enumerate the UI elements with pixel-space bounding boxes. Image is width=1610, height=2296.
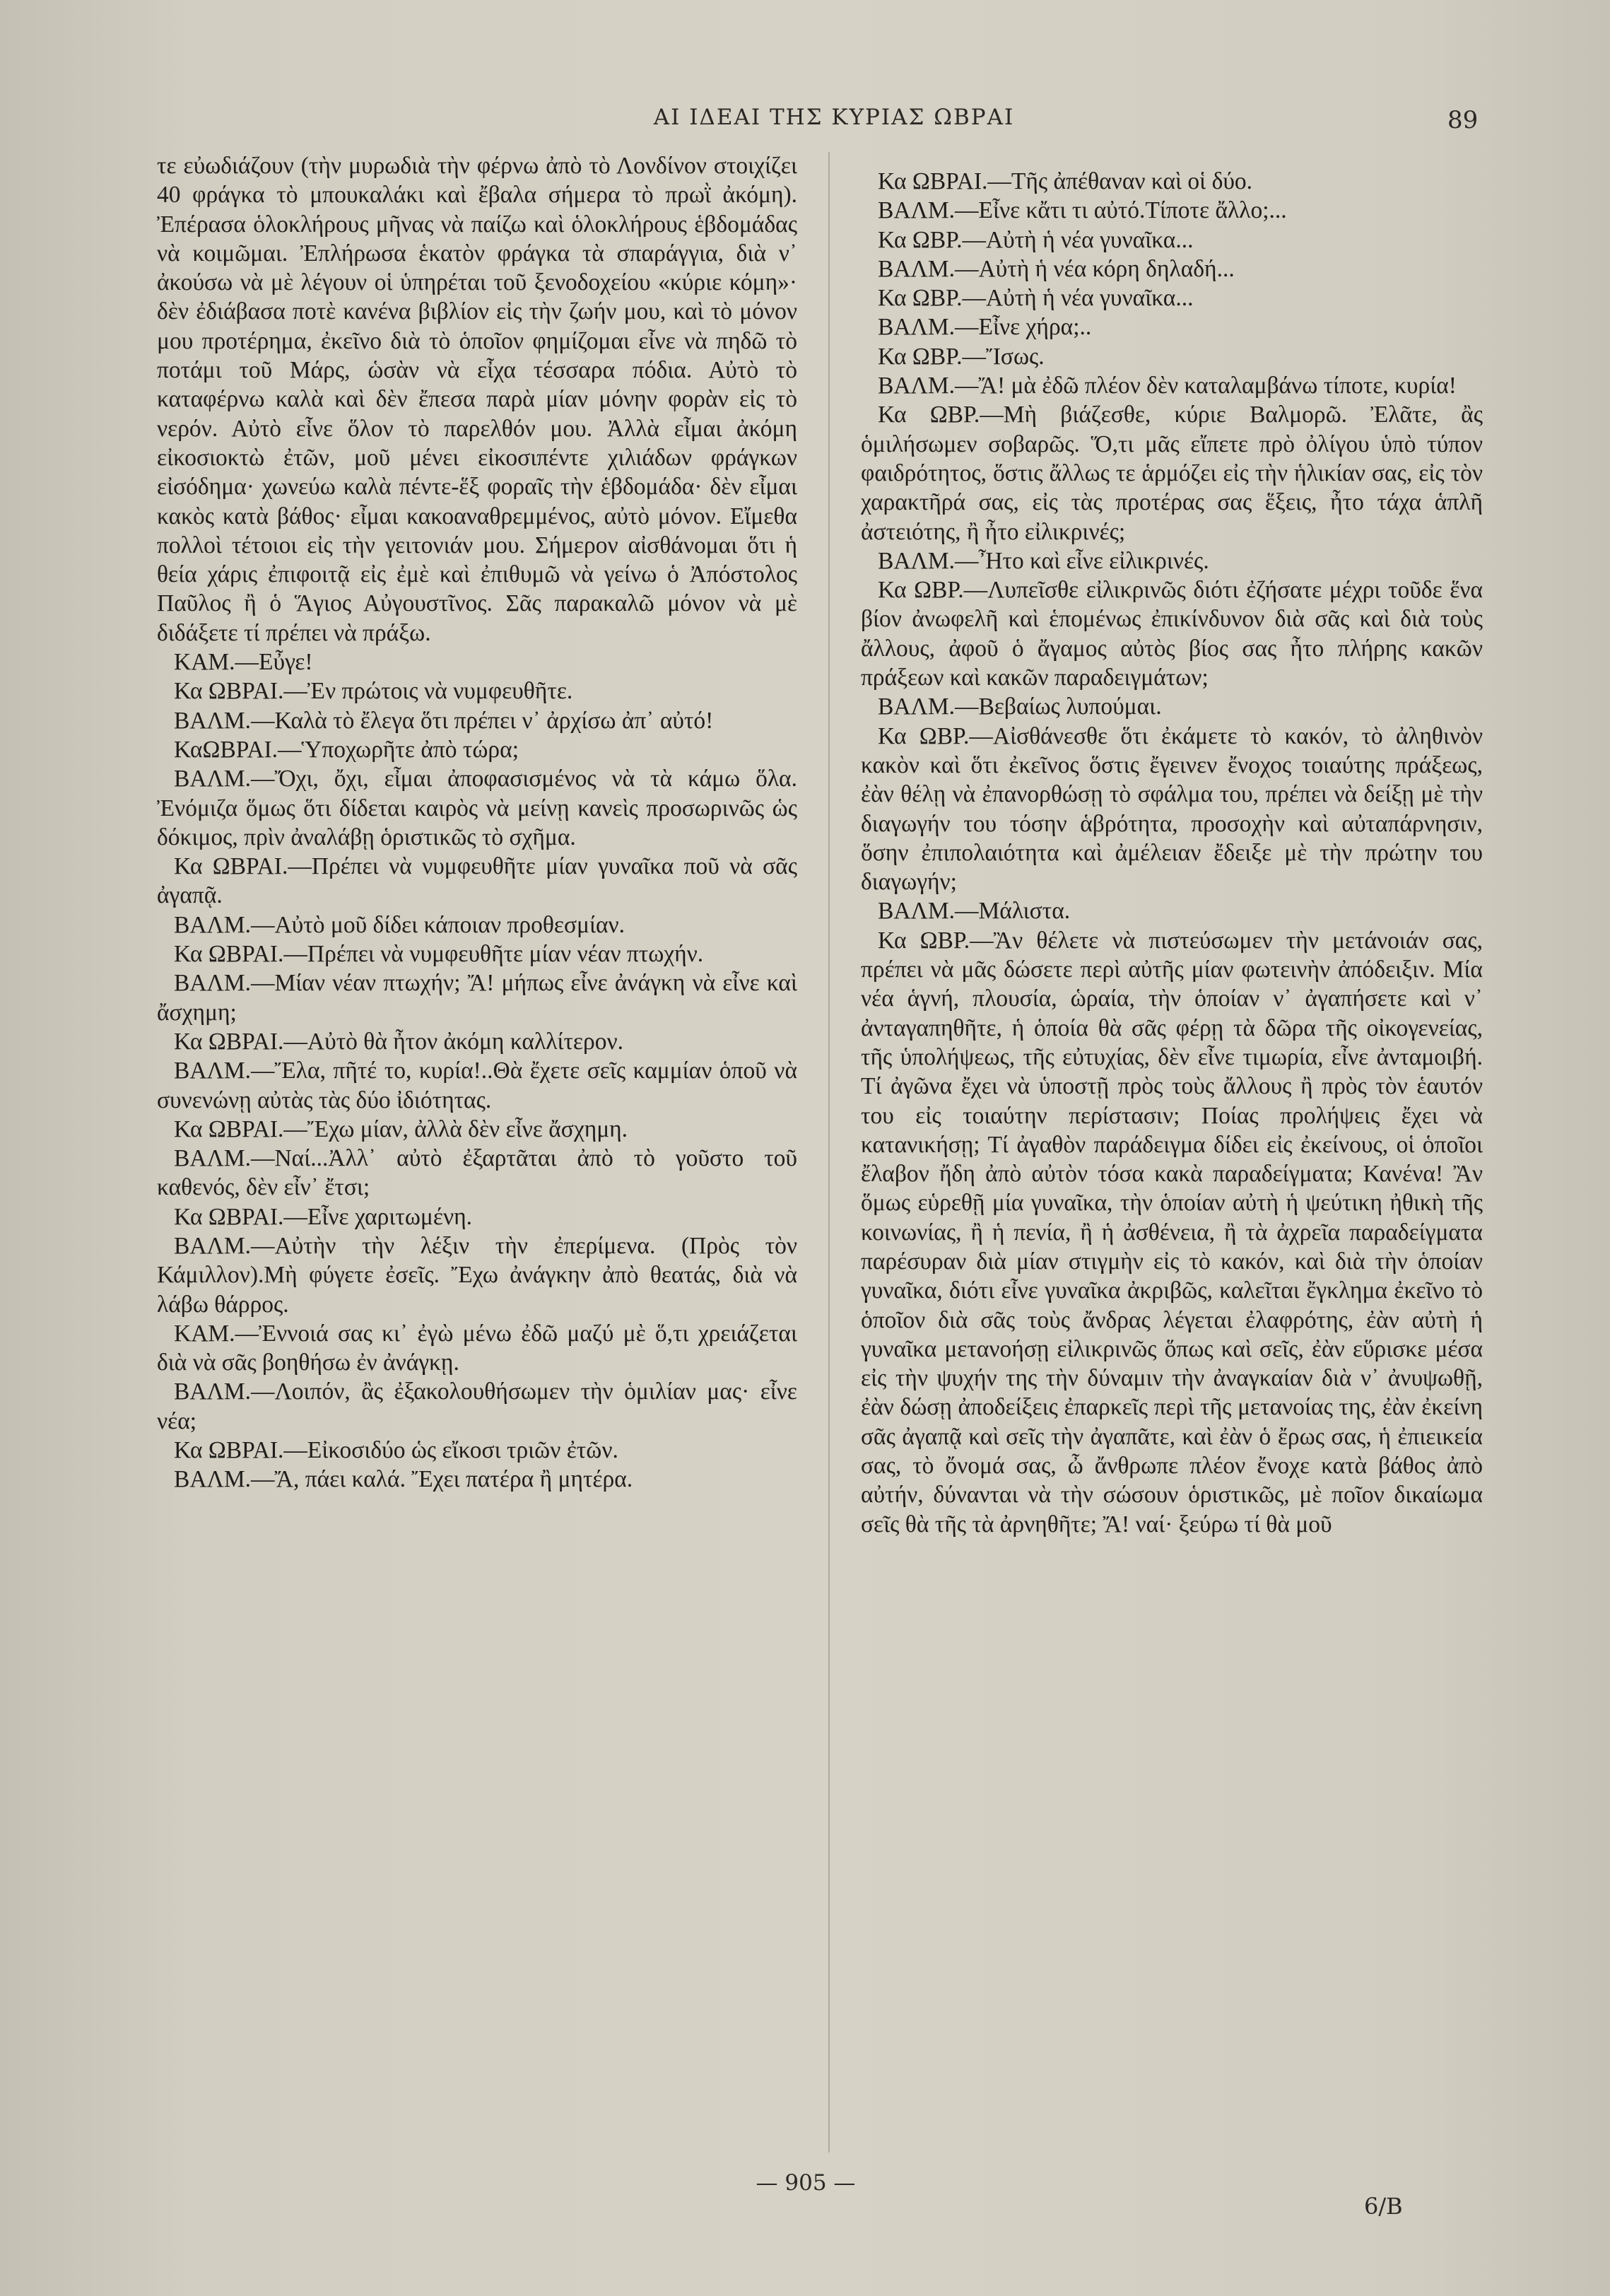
paragraph: ΒΑΛΜ.—Αὐτὴν τὴν λέξιν τὴν ἐπερίμενα. (Πρὸς τὸν Κάμιλλον).Μὴ φύγετε ἐσεῖς. Ἔχω ἀνάγκην ἀπὸ θεατάς, διὰ νὰ λάβω θάρρος. [157,1232,797,1318]
footer-number: — 905 — [756,2170,856,2196]
paragraph: Κα ΩΒΡ.—Αὐτὴ ἡ νέα γυναῖκα... [878,226,1194,253]
paragraph: ΒΑΛΜ.—Εἶνε κἄτι τι αὐτό.Τίποτε ἄλλο;... [878,197,1287,224]
paragraph: ΒΑΛΜ.—Βεβαίως λυπούμαι. [878,693,1162,720]
paragraph: ΒΑΛΜ.—Μάλιστα. [878,898,1071,925]
paragraph: ΒΑΛΜ.—Ἄ, πάει καλά. Ἔχει πατέρα ἢ μητέρα. [174,1466,633,1493]
paragraph: Κα ΩΒΡ.—Αἰσθάνεσθε ὅτι ἐκάμετε τὸ κακόν, τὸ ἀληθινὸν κακὸν καὶ ὅτι ἐκεῖνος ὅστις ἔγεινεν ἔνοχος τοιαύτης πράξεως, ἐὰν θέλῃ νὰ ἐπανορθώσῃ τὸ σφάλμα του, πρέπει νὰ δείξῃ μὲ τὴν διαγωγήν του τόσην ἁβρότητα, προσοχὴν καὶ αὐταπάρνησιν, ὅσην ἐπιπολαιότητα καὶ ἀμέλειαν ἔδειξε μὲ τὴν πρώτην του διαγωγήν; [861,722,1483,896]
paragraph: ΒΑΛΜ.—Αὐτὸ μοῦ δίδει κάποιαν προθεσμίαν. [174,911,625,938]
paragraph: Κα ΩΒΡΑΙ.—Εἶνε χαριτωμένη. [174,1203,472,1230]
paragraph: Κα ΩΒΡ.—Μὴ βιάζεσθε, κύριε Βαλμορῶ. Ἐλᾶτε, ἂς ὁμιλήσωμεν σοβαρῶς. Ὅ,τι μᾶς εἴπετε πρὸ ὀλίγου ὑπὸ τύπον φαιδρότητος, ὅστις ἄλλως τε ἁρμόζει εἰς τὴν ἡλικίαν σας, εἰς τὸν χαρακτῆρά σας, εἰς τὰς προτέρας σας ἕξεις, ἦτο τάχα ἁπλῆ ἀστειότης, ἢ ἦτο εἰλικρινές; [861,402,1483,545]
paragraph: ΒΑΛΜ.—Εἶνε χήρα;.. [878,314,1092,341]
paragraph: Κα ΩΒΡΑΙ.—Τῆς ἀπέθαναν καὶ οἱ δύο. [878,168,1253,194]
paragraph: Κα ΩΒΡΑΙ.—Αὐτὸ θὰ ἦτον ἀκόμη καλλίτερον. [174,1028,623,1055]
paragraph: ΒΑΛΜ.—Αὐτὴ ἡ νέα κόρη δηλαδή... [878,255,1235,282]
paragraph: ΒΑΛΜ.—Ἦτο καὶ εἶνε εἰλικρινές. [878,547,1209,574]
paragraph: Κα ΩΒΡ.—Ἂν θέλετε νὰ πιστεύσωμεν τὴν μετάνοιάν σας, πρέπει νὰ μᾶς δώσετε περὶ αὐτῆς μίαν φωτεινὴν ἀπόδειξιν. Μία νέα ἁγνή, πλουσία, ὡραία, τὴν ὁποίαν ν᾽ ἀγαπήσετε καὶ ν᾽ ἀνταγαπηθῆτε, ἡ ὁποία θὰ σᾶς φέρῃ τὰ δῶρα τῆς οἰκογενείας, τῆς ὑπολήψεως, τῆς εὐτυχίας, δὲν εἶνε τιμωρία, εἶνε ἀνταμοιβή. Τί ἀγῶνα ἔχει νὰ ὑποστῇ πρὸς τοὺς ἄλλους ἢ πρὸς τὸν ἑαυτόν του εἰς τοιαύτην περίστασιν; Ποίας προλήψεις ἔχει νὰ κατανικήσῃ; Τί ἀγαθὸν παράδειγμα δίδει εἰς ἐκείνους, οἱ ὁποῖοι ἔλαβον ἤδη ἀπὸ αὐτὸν τόσα κακὰ παραδείγματα; Κανένα! Ἂν ὅμως εὑρεθῇ μία γυναῖκα, τὴν ὁποίαν αὐτὴ ἡ ψεύτικη ἠθικὴ τῆς κοινωνίας, ἢ ἡ πενία, ἢ ἡ ἀσθένεια, ἢ τὰ ἀχρεῖα παραδείγματα παρέσυραν διὰ μίαν στιγμὴν εἰς τὸ κακόν, καὶ διὰ τὴν ὁποίαν γυναῖκα, διότι εἶνε γυναῖκα ἀκριβῶς, καλεῖται ἔγκλημα ἐκεῖνο τὸ ὁποῖον διὰ σᾶς τοὺς ἄνδρας λέγεται ἐλαφρότης, ἐὰν αὐτὴ ἡ γυναῖκα μετανοήσῃ εἰλικρινῶς ὅπως καὶ σεῖς, ἐὰν εὕρισκε μέσα εἰς τὴν ψυχήν της τὴν δύναμιν τὴν ἀναγκαίαν διὰ ν᾽ ἀνυψωθῇ, ἐὰν δώσῃ ἀποδείξεις ἐπαρκεῖς περὶ τῆς μετανοίας της, ἐὰν ἐκείνη σᾶς ἀγαπᾷ καὶ σεῖς τὴν ἀγαπᾶτε, καὶ ἐὰν ὁ ἔρως σας, ἡ ἐπιεικεία σας, τὸ ὄνομά σας, ὦ ἄνθρωπε πλέον ἔνοχε κατὰ βάθος ἀπὸ αὐτήν, δύνανται νὰ τὴν σώσουν ὁριστικῶς, μὲ ποῖον δικαίωμα σεῖς θὰ τῆς τὰ ἀρνηθῆτε; Ἄ! ναί· ξεύρω τί θὰ μοῦ [861,927,1483,1538]
paragraph: ΒΑΛΜ.—Ἄ! μὰ ἐδῶ πλέον δὲν καταλαμβάνω τίποτε, κυρία! [878,373,1457,399]
paragraph: ΚΑΜ.—Ἐννοιά σας κι᾽ ἐγὼ μένω ἐδῶ μαζύ μὲ ὅ,τι χρειάζεται διὰ νὰ σᾶς βοηθήσω ἐν ἀνάγκῃ. [157,1320,797,1376]
paragraph: ΒΑΛΜ.—Λοιπόν, ἂς ἐξακολουθήσωμεν τὴν ὁμιλίαν μας· εἶνε νέα; [157,1378,797,1434]
paragraph: ΒΑΛΜ.—Μίαν νέαν πτωχήν; Ἄ! μήπως εἶνε ἀνάγκη νὰ εἶνε καὶ ἄσχημη; [157,970,797,1026]
left-column [157,151,797,1494]
paragraph: ΒΑΛΜ.—Καλὰ τὸ ἔλεγα ὅτι πρέπει ν᾽ ἀρχίσω ἀπ᾽ αὐτό! [174,707,714,734]
right-column [861,167,1483,1539]
footer-signature: 6/Β [1364,2193,1403,2220]
paragraph: τε εὐωδιάζουν (τὴν μυρωδιὰ τὴν φέρνω ἀπὸ τὸ Λονδίνον στοιχίζει 40 φράγκα τὸ μπουκαλάκι καὶ ἔβαλα σήμερα τὸ πρωῒ ἀκόμη). Ἐπέρασα ὁλοκλήρους μῆνας νὰ παίζω καὶ ὁλοκλήρους ἑβδομάδας νὰ κοιμῶμαι. Ἐπλήρωσα ἑκατὸν φράγκα τὰ σπαράγγια, διὰ ν᾽ ἀκούσω νὰ μὲ λέγουν οἱ ὑπηρέται τοῦ ξενοδοχείου «κύριε κόμη»· δὲν ἐδιάβασα ποτὲ κανένα βιβλίον εἰς τὴν ζωήν μου, καὶ τὸ μόνον μου προτέρημα, ἐκεῖνο διὰ τὸ ὁποῖον φημίζομαι εἶνε νὰ πηδῶ τὸ ποτάμι τοῦ Μάρς, ὡσὰν νὰ εἶχα τέσσαρα πόδια. Αὐτὸ τὸ καταφέρνω καλὰ καὶ δὲν ἔπεσα παρὰ μίαν μόνην φορὰν εἰς τὸ νερόν. Αὐτὸ εἶνε ὅλον τὸ παρελθόν μου. Ἀλλὰ εἶμαι ἀκόμη εἰκοσιοκτὼ ἐτῶν, μοῦ μένει εἰκοσιπέντε χιλιάδων φράγκων εἰσόδημα· χωνεύω καλὰ πέντε-ἕξ φοραῖς τὴν ἑβδομάδα· δὲν εἶμαι κακὸς κατὰ βάθος· εἶμαι κακοαναθρεμμένος, αὐτὸ μόνον. Εἴμεθα πολλοὶ τέτοιοι εἰς τὴν γειτονιάν μου. Σήμερον αἰσθάνομαι ὅτι ἡ θεία χάρις ἐπιφοιτᾷ εἰς ἐμὲ καὶ ἐπιθυμῶ νὰ γείνω ὁ Ἀπόστολος Παῦλος ἢ ὁ Ἅγιος Αὐγουστῖνος. Σᾶς παρακαλῶ μόνον νὰ μὲ διδάξετε τί πρέπει νὰ πράξω. [157,153,797,646]
column-divider [828,152,830,2152]
paragraph: ΒΑΛΜ.—Ὄχι, ὄχι, εἶμαι ἀποφασισμένος νὰ τὰ κάμω ὅλα. Ἐνόμιζα ὅμως ὅτι δίδεται καιρὸς νὰ μείνῃ κανεὶς προσωρινῶς ὡς δόκιμος, πρὶν ἀναλάβῃ ὁριστικῶς τὸ σχῆμα. [157,766,797,850]
page-number: 89 [1447,106,1479,134]
paragraph: ΚΑΜ.—Εὖγε! [174,649,313,676]
paragraph: Κα ΩΒΡ.—Ἴσως. [878,343,1045,370]
running-head: ΑΙ ΙΔΕΑΙ ΤΗΣ ΚΥΡΙΑΣ ΩΒΡΑΙ [653,105,1015,130]
paragraph: Κα ΩΒΡΑΙ.—Ἔχω μίαν, ἀλλὰ δὲν εἶνε ἄσχημη. [174,1115,628,1142]
paragraph: Κα ΩΒΡΑΙ.—Πρέπει νὰ νυμφευθῆτε μίαν γυναῖκα ποῦ νὰ σᾶς ἀγαπᾷ. [157,853,797,909]
paragraph: ΒΑΛΜ.—Ναί...Ἀλλ᾽ αὐτὸ ἐξαρτᾶται ἀπὸ τὸ γοῦστο τοῦ καθενός, δὲν εἶν᾽ ἔτσι; [157,1145,797,1201]
paragraph: ΒΑΛΜ.—Ἔλα, πῆτέ το, κυρία!..Θὰ ἔχετε σεῖς καμμίαν ὁποῦ νὰ συνενώνῃ αὐτὰς τὰς δύο ἰδιότητας. [157,1058,797,1113]
paragraph: Κα ΩΒΡΑΙ.—Πρέπει νὰ νυμφευθῆτε μίαν νέαν πτωχήν. [174,941,704,968]
paragraph: Κα ΩΒΡΑΙ.—Ἐν πρώτοις νὰ νυμφευθῆτε. [174,678,573,705]
paragraph: Κα ΩΒΡ.—Λυπεῖσθε εἰλικρινῶς διότι ἐζήσατε μέχρι τοῦδε ἕνα βίον ἀνωφελῆ καὶ ἑπομένως ἐπικίνδυνον διὰ σᾶς καὶ διὰ τοὺς ἄλλους, ἀφοῦ ὁ ἄγαμος αὐτὸς βίος σας ἦτο πλήρης κακῶν πράξεων καὶ κακῶν παραδειγμάτων; [861,577,1483,691]
paragraph: Κα ΩΒΡ.—Αὐτὴ ἡ νέα γυναῖκα... [878,285,1194,312]
paragraph: Κα ΩΒΡΑΙ.—Εἰκοσιδύο ὡς εἴκοσι τριῶν ἐτῶν. [174,1437,618,1464]
paragraph: ΚαΩΒΡΑΙ.—Ὑποχωρῆτε ἀπὸ τώρα; [174,736,519,763]
